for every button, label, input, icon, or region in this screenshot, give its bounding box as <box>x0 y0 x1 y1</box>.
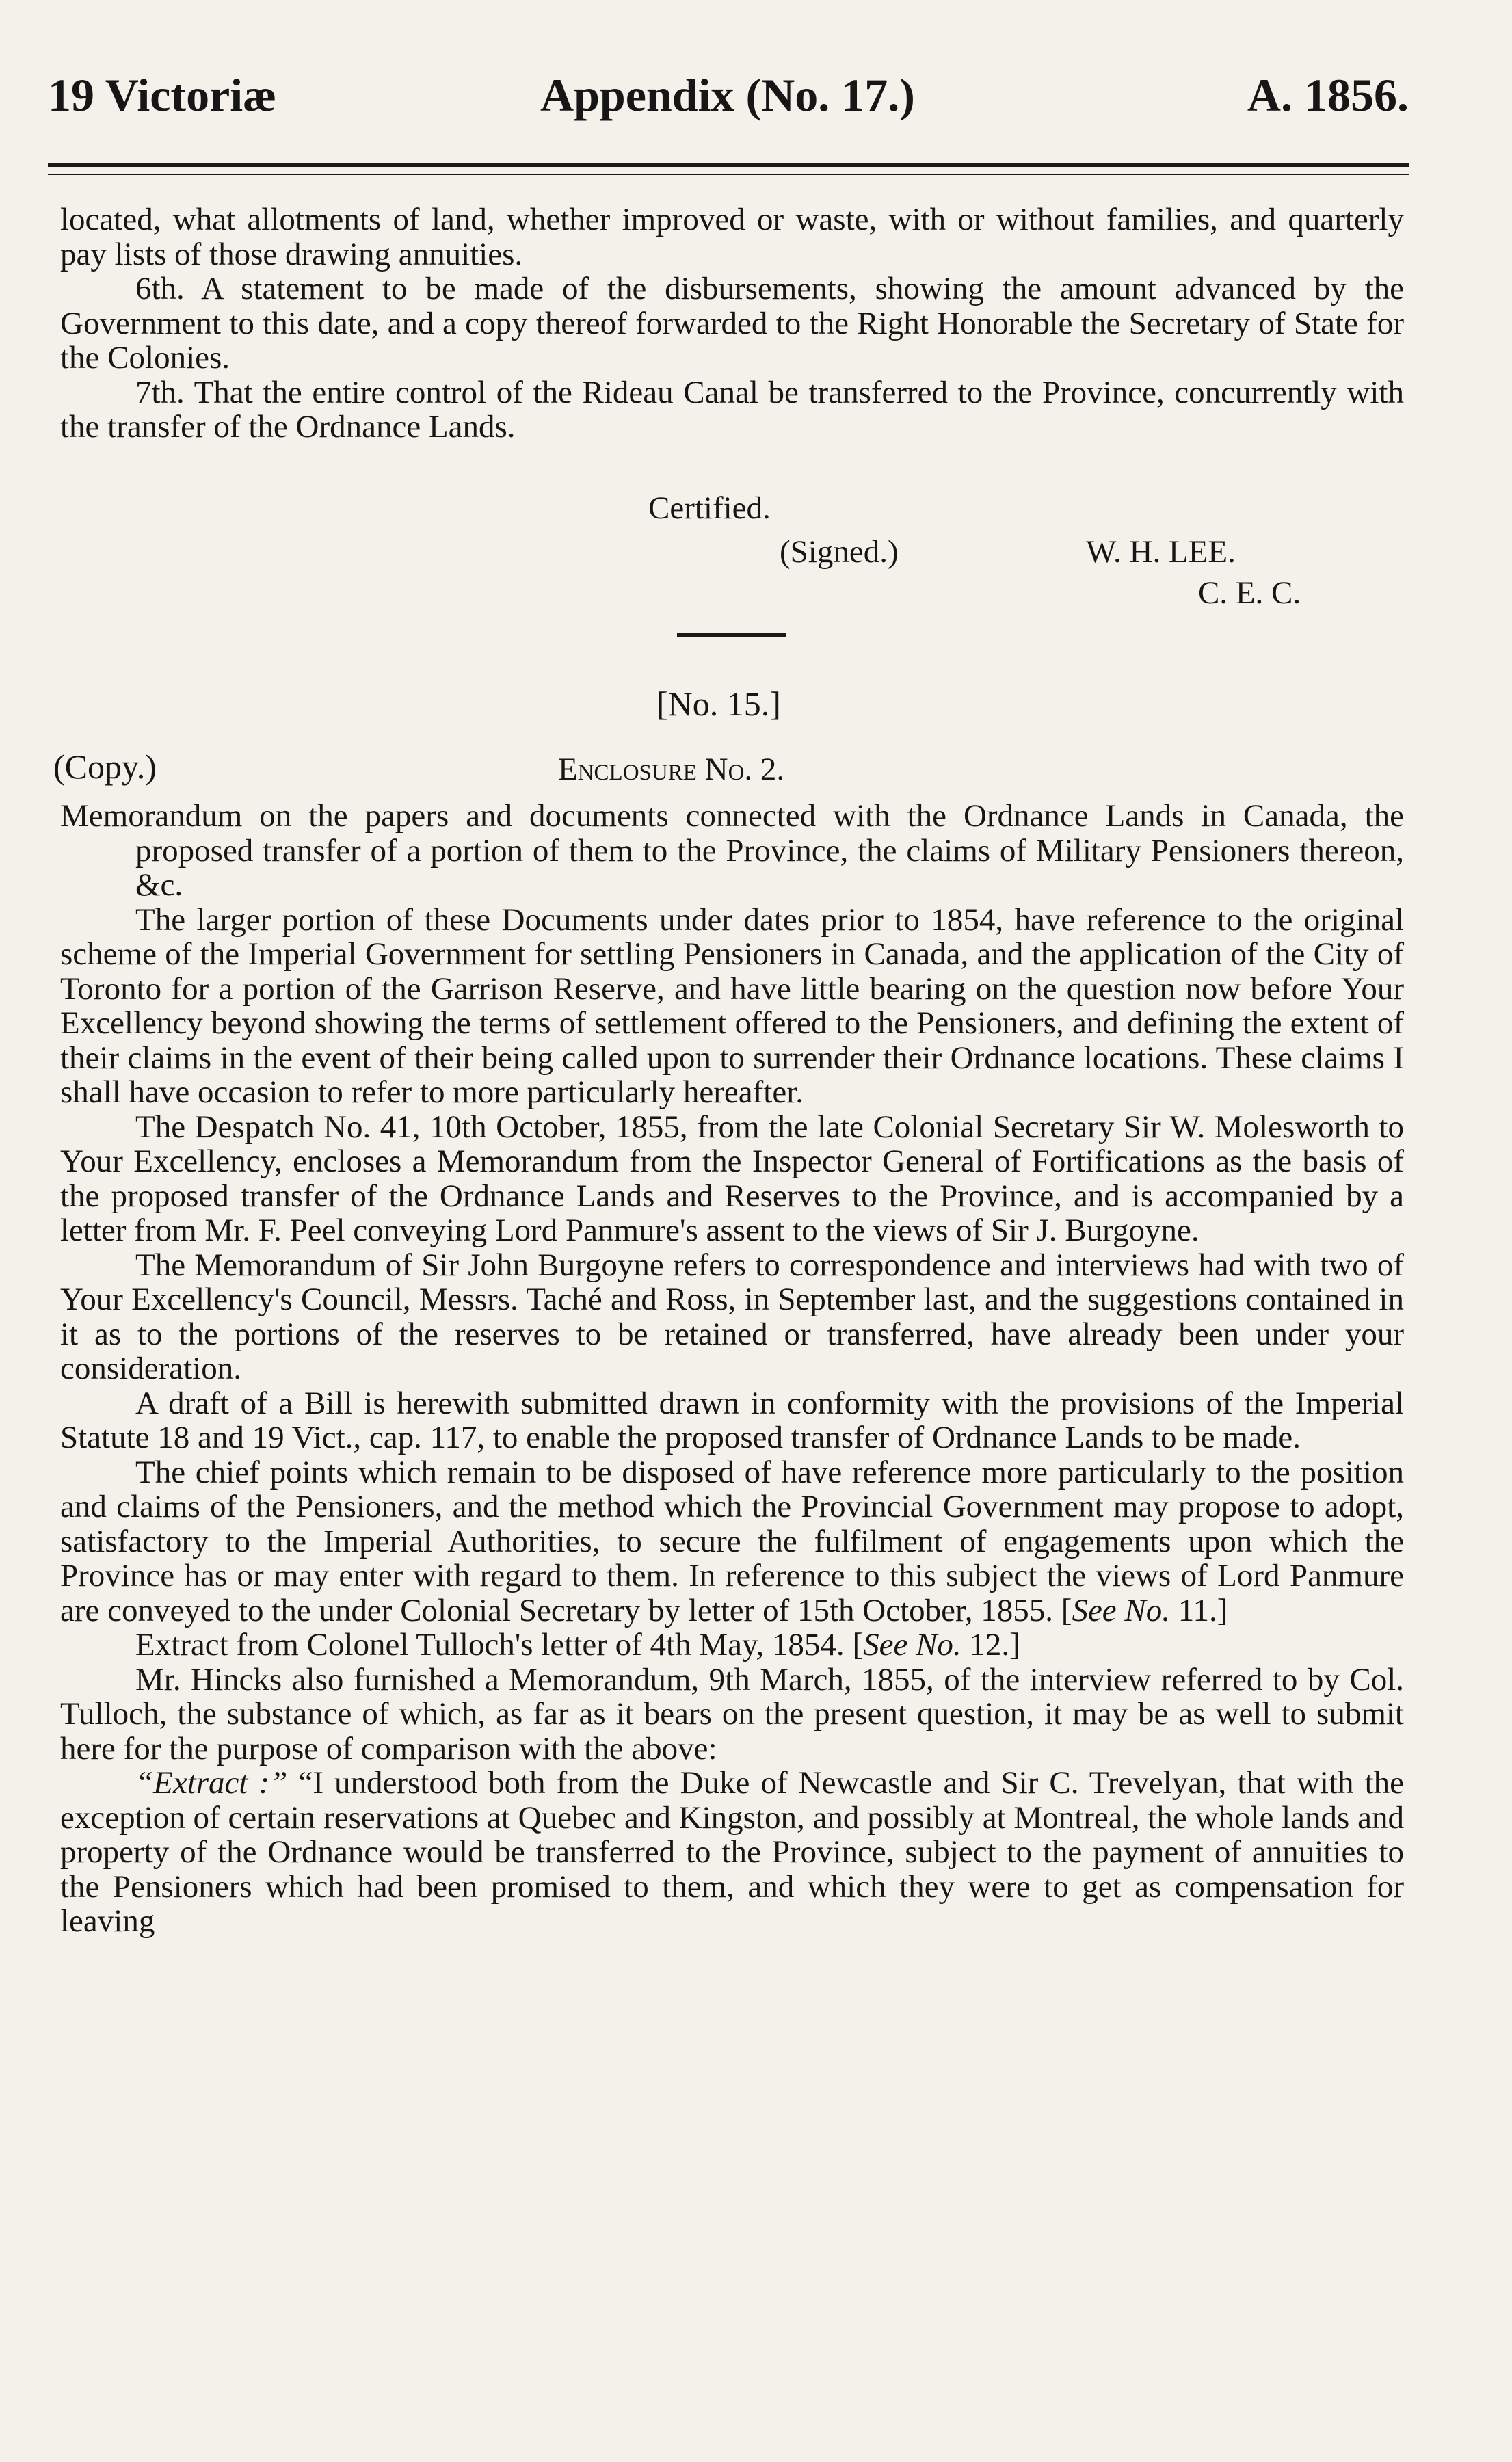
signatory-title: C. E. C. <box>1198 575 1301 611</box>
extract-quote <box>60 1766 1404 1939</box>
memorandum-body <box>60 799 1404 1939</box>
header-rule-thick <box>48 163 1409 167</box>
body-paragraph-4: A draft of a Bill is herewith submitted drawn in conformity with the provisions of the Imperial Statute 18 and 19 Vict., cap. 117, to enable the proposed transfer of Ordnance Lands to be made. <box>60 1385 1404 1455</box>
extract-line <box>60 1628 1404 1663</box>
section-divider <box>677 633 786 637</box>
signed-label: (Signed.) <box>780 534 899 570</box>
extract-label: “Extract :” <box>135 1765 288 1801</box>
reference-open: [ <box>1061 1592 1072 1628</box>
copy-note: (Copy.) <box>53 747 157 786</box>
hincks-paragraph: Mr. Hincks also furnished a Memorandum, 9th March, 1855, of the interview referred to by Col. Tulloch, the substance of which, as far as it bears on the present question, it may be as well to submit here for the purpose of comparison with the above: <box>60 1661 1404 1766</box>
signatory-name: W. H. LEE. <box>1086 534 1236 570</box>
document-number: [No. 15.] <box>656 685 781 723</box>
item-6-paragraph: 6th. A statement to be made of the disbursements, showing the amount advanced by the Government to this date, and a copy thereof forwarded to the Right Honorable the Secretary of State for the Colonies. <box>60 271 1404 375</box>
appendix-label: Appendix (No. 17.) <box>540 69 915 121</box>
reference-number: 11.] <box>1178 1592 1228 1628</box>
extract-quote-text: “I understood both from the Duke of Newcastle and Sir C. Trevelyan, that with the exception of certain reservations at Quebec and Kingston, and possibly at Montreal, the whole lands and property of the Ordnance would be transferred to the Province, subject to the payment of annuities to the Pensioners which had been promised to them, and which they were to get as compensation for leaving <box>60 1765 1404 1939</box>
session-label: 19 Victoriæ <box>48 69 277 121</box>
extract-line-text: Extract from Colonel Tulloch's letter of 4th May, 1854. <box>135 1627 845 1663</box>
body-paragraph-1: The larger portion of these Documents under dates prior to 1854, have reference to the original scheme of the Imperial Government for settling Pensioners in Canada, and the application of the City of Toronto for a portion of the Garrison Reserve, and have little bearing on the question now before Your Excellency beyond showing the terms of settlement offered to the Pensioners, and defining the extent of their claims in the event of their being called upon to surrender their Ordnance locations. These claims I shall have occasion to refer to more particularly hereafter. <box>60 901 1404 1110</box>
reference-open: [ <box>852 1627 864 1663</box>
continued-paragraph: located, what allotments of land, whether improved or waste, with or without families, and quarterly pay lists of those drawing annuities. <box>60 202 1404 272</box>
body-paragraph-3: The Memorandum of Sir John Burgoyne refers to correspondence and interviews had with two of Your Excellency's Council, Messrs. Taché and Ross, in September last, and the suggestions contained in it as to the portions of the reserves to be retained or transferred, have already been under your consideration. <box>60 1247 1404 1386</box>
chief-points-text: The chief points which remain to be disposed of have reference more particularly to the position and claims of the Pensioners, and the method which the Provincial Government may propose to adopt, satisfactory to the Imperial Authorities, to secure the fulfilment of engagements upon which the Province has or may enter with regard to them. In reference to this subject the views of Lord Panmure are conveyed to the under Colonial Secretary by letter of 15th October, 1855. <box>60 1454 1404 1628</box>
enclosure-heading: Enclosure No. 2. <box>558 752 785 787</box>
see-reference: See No. <box>1072 1592 1171 1628</box>
top-section <box>60 202 1404 445</box>
year-label: A. 1856. <box>1247 69 1409 121</box>
reference-number: 12.] <box>969 1627 1020 1663</box>
running-header <box>48 68 1409 144</box>
certified-label: Certified. <box>648 490 771 526</box>
see-reference: See No. <box>863 1627 961 1663</box>
header-rule-thin <box>48 174 1409 175</box>
memorandum-title: Memorandum on the papers and documents connected with the Ordnance Lands in Canada, the proposed transfer of a portion of them to the Province, the claims of Military Pensioners thereon, &c. <box>60 798 1404 903</box>
item-7-paragraph: 7th. That the entire control of the Rideau Canal be transferred to the Province, concurrently with the transfer of the Ordnance Lands. <box>60 374 1404 445</box>
chief-points-paragraph <box>60 1455 1404 1628</box>
body-paragraph-2: The Despatch No. 41, 10th October, 1855, from the late Colonial Secretary Sir W. Molesworth to Your Excellency, encloses a Memorandum from the Inspector General of Fortifications as the basis of the proposed transfer of the Ordnance Lands and Reserves to the Province, and is accompanied by a letter from Mr. F. Peel conveying Lord Panmure's assent to the views of Sir J. Burgoyne. <box>60 1109 1404 1248</box>
